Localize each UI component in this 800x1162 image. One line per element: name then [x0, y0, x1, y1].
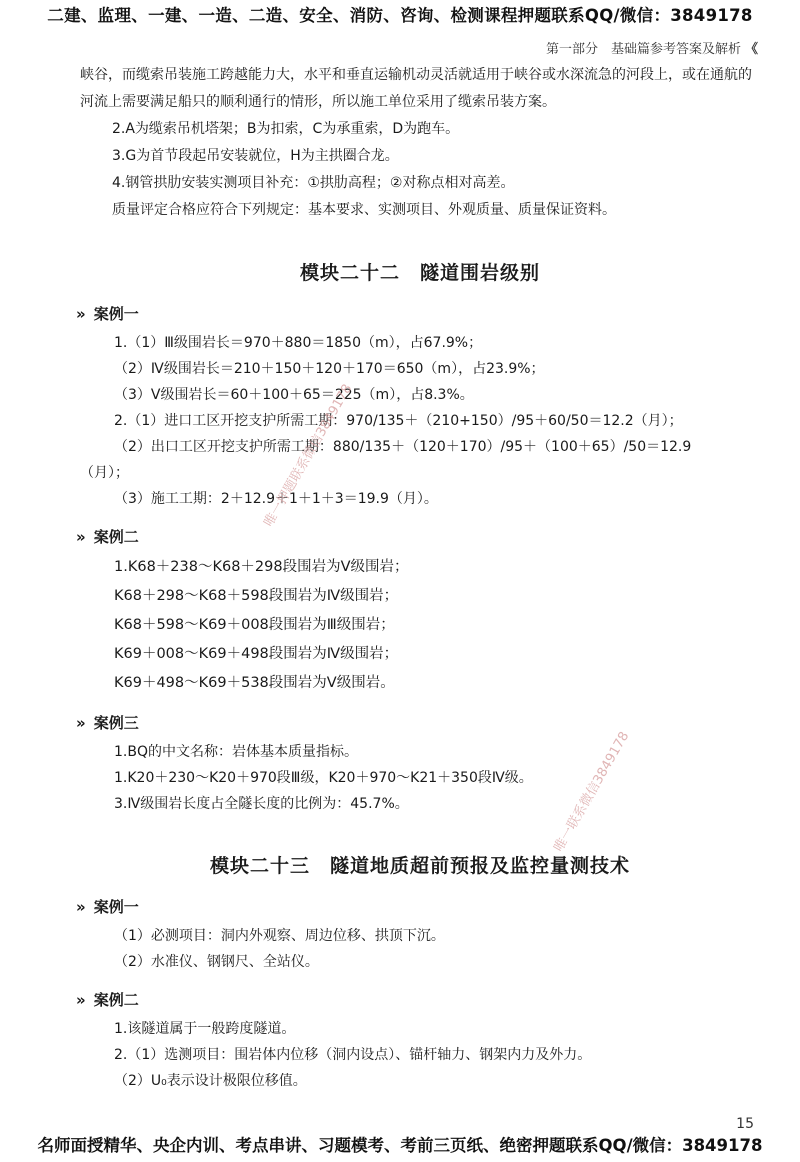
intro-line: 4.钢管拱肋安装实测项目补充：①拱肋高程；②对称点相对高差。 [112, 175, 515, 191]
double-chevron-icon: » [76, 305, 86, 323]
page-content [76, 62, 760, 1094]
case-heading-label: 案例一 [93, 305, 139, 323]
double-chevron-icon: » [76, 991, 86, 1009]
answer-line: （3）Ⅴ级围岩长＝60＋100＋65＝225（m），占8.3%。 [114, 387, 474, 403]
answer-line: 1.（1）Ⅲ级围岩长＝970＋880＝1850（m），占67.9%； [114, 335, 483, 351]
running-header [546, 38, 758, 57]
answer-line: （月）； [80, 465, 129, 481]
case-heading-label: 案例二 [93, 528, 139, 546]
answer-line: 1.BQ的中文名称：岩体基本质量指标。 [114, 744, 358, 760]
case-heading [76, 526, 760, 547]
intro-line: 质量评定合格应符合下列规定：基本要求、实测项目、外观质量、质量保证资料。 [112, 202, 616, 218]
answer-line: 1.K20＋230～K20＋970段Ⅲ级，K20＋970～K21＋350段Ⅳ级。 [114, 770, 533, 786]
answer-line: 1.该隧道属于一般跨度隧道。 [114, 1021, 296, 1037]
intro-paragraph: 峡谷，而缆索吊装施工跨越能力大，水平和垂直运输机动灵活就适用于峡谷或水深流急的河段上，或在通航的河流上需要满足船只的顺利通行的情形，所以施工单位采用了缆索吊装方案。 [80, 67, 752, 110]
answer-line: 1.K68＋238～K68＋298段围岩为Ⅴ级围岩； [114, 559, 409, 575]
answer-line: （1）必测项目：洞内外观察、周边位移、拱顶下沉。 [114, 928, 445, 944]
case-heading [76, 712, 760, 733]
module-23-title: 模块二十三 隧道地质超前预报及监控量测技术 [209, 855, 630, 877]
answer-line: 2.（1）选测项目：围岩体内位移（洞内设点）、锚杆轴力、钢架内力及外力。 [114, 1047, 592, 1063]
module-22-title: 模块二十二 隧道围岩级别 [299, 262, 540, 284]
bottom-banner: 名师面授精华、央企内训、考点串讲、习题模考、考前三页纸、绝密押题联系QQ/微信：3849178 [37, 1136, 763, 1155]
running-header-text: 第一部分 基础篇参考答案及解析 [545, 42, 741, 57]
answer-line: K68＋298～K68＋598段围岩为Ⅳ级围岩； [114, 588, 399, 604]
case-heading [76, 989, 760, 1010]
case-heading-label: 案例二 [93, 991, 139, 1009]
double-chevron-icon: » [76, 714, 86, 732]
answer-line: K69＋008～K69＋498段围岩为Ⅳ级围岩； [114, 646, 399, 662]
double-chevron-icon: » [76, 898, 86, 916]
watermark: 唯一联系微信3849178 [551, 729, 633, 855]
answer-line: 2.（1）进口工区开挖支护所需工期：970/135＋（210+150）/95＋60/50＝12.2（月）； [114, 413, 683, 429]
intro-line: 2.A为缆索吊机塔架；B为扣索，C为承重索，D为跑车。 [112, 121, 460, 137]
page-number: 15 [736, 1116, 754, 1132]
top-banner: 二建、监理、一建、一造、二造、安全、消防、咨询、检测课程押题联系QQ/微信：3849178 [47, 6, 753, 25]
answer-line: K68＋598～K69＋008段围岩为Ⅲ级围岩； [114, 617, 395, 633]
answer-line: （2）U₀表示设计极限位移值。 [114, 1073, 307, 1089]
answer-line: （3）施工工期：2＋12.9＋1＋1＋3＝19.9（月）。 [114, 491, 438, 507]
case-heading-label: 案例一 [93, 898, 139, 916]
answer-line: K69＋498～K69＋538段围岩为Ⅴ级围岩。 [114, 675, 395, 691]
answer-line: 3.Ⅳ级围岩长度占全隧长度的比例为：45.7%。 [114, 796, 409, 812]
case-heading [76, 896, 760, 917]
case-heading-label: 案例三 [93, 714, 139, 732]
header-chevron-icon: 《 [744, 42, 758, 57]
watermark: 唯一押题联系微信3849178 [261, 381, 356, 530]
answer-line: （2）水准仪、钢钢尺、全站仪。 [114, 954, 319, 970]
intro-line: 3.G为首节段起吊安装就位，H为主拱圈合龙。 [112, 148, 399, 164]
answer-line: （2）出口工区开挖支护所需工期：880/135＋（120＋170）/95＋（100＋65）/50＝12.9 [114, 439, 692, 455]
answer-line: （2）Ⅳ级围岩长＝210＋150＋120＋170＝650（m），占23.9%； [114, 361, 545, 377]
case-heading [76, 303, 760, 324]
double-chevron-icon: » [76, 528, 86, 546]
